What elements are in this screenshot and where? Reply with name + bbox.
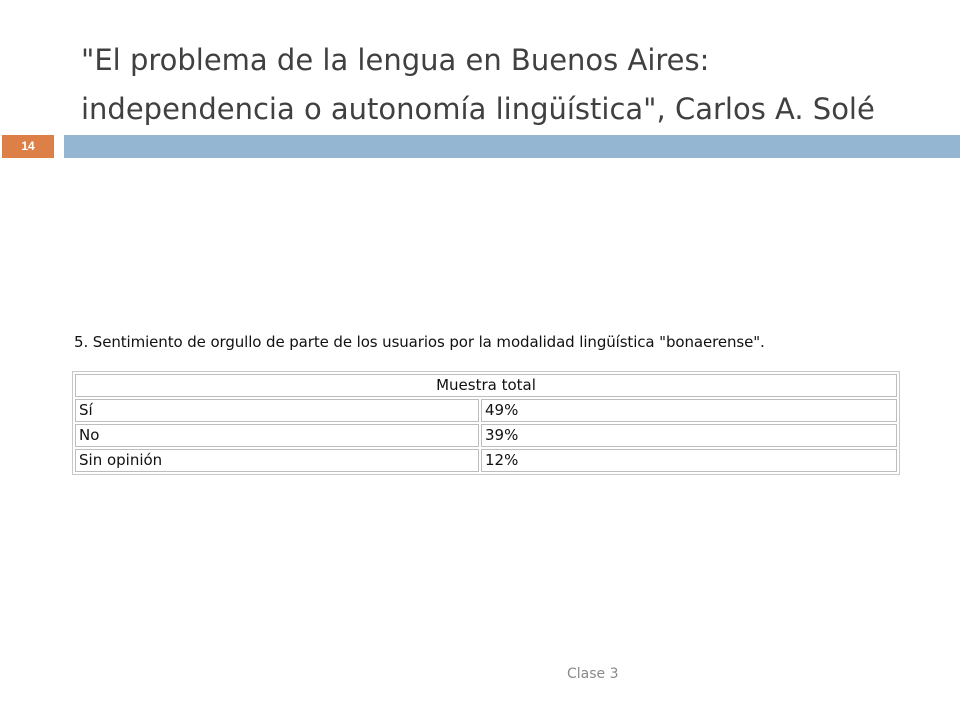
title-divider-bar [64,135,960,158]
slide-title [81,36,941,134]
table-row [75,449,897,472]
slide-title-line-1: "El problema de la lengua en Buenos Aires: [81,43,710,77]
table-row [75,424,897,447]
table-header-cell: Muestra total [75,374,897,397]
table-row-label: No [75,424,479,447]
table-row-value: 12% [481,449,897,472]
table-header-row [75,374,897,397]
table-row-label: Sí [75,399,479,422]
table-row-value: 49% [481,399,897,422]
survey-table [72,371,900,475]
table-caption: 5. Sentimiento de orgullo de parte de los usuarios por la modalidad lingüística "bonaerense". [74,333,765,351]
table-row-label: Sin opinión [75,449,479,472]
slide-number-badge: 14 [2,135,54,158]
slide-title-line-2: independencia o autonomía lingüística", Carlos A. Solé [81,92,875,126]
table-row [75,399,897,422]
slide-footer: Clase 3 [567,666,619,682]
table-row-value: 39% [481,424,897,447]
